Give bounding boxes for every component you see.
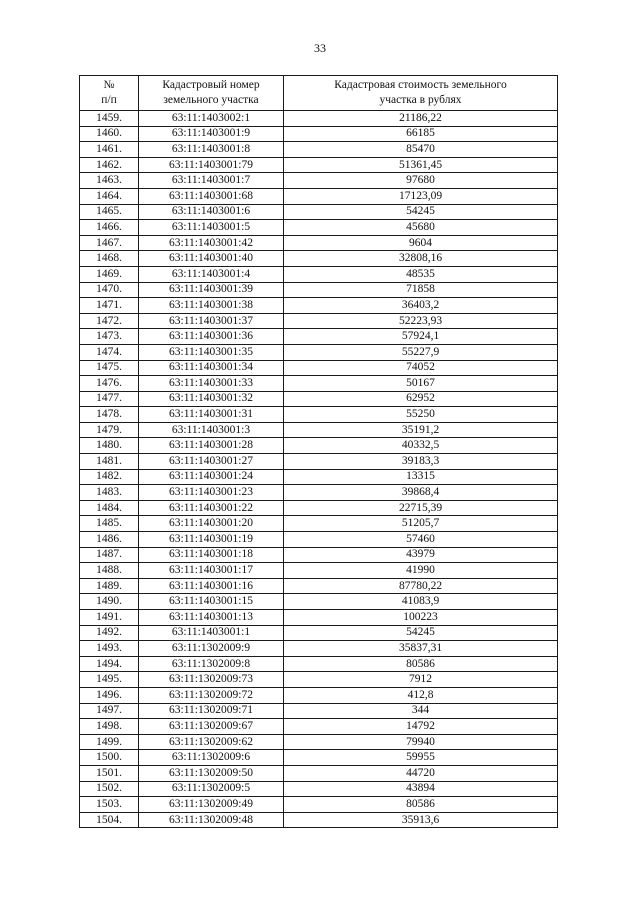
table-row xyxy=(80,235,558,251)
cadastral-id-cell: 63:11:1302009:8 xyxy=(139,656,284,672)
cadastral-id-cell: 63:11:1302009:67 xyxy=(139,719,284,735)
row-number-cell: 1478. xyxy=(80,407,139,423)
row-number-cell: 1501. xyxy=(80,765,139,781)
cadastral-id-cell: 63:11:1403001:35 xyxy=(139,344,284,360)
row-number-cell: 1495. xyxy=(80,672,139,688)
cadastral-cost-cell: 54245 xyxy=(284,625,558,641)
table-row xyxy=(80,610,558,626)
cadastral-cost-cell: 57460 xyxy=(284,532,558,548)
cadastral-cost-cell: 74052 xyxy=(284,360,558,376)
cadastral-cost-cell: 44720 xyxy=(284,765,558,781)
cadastral-cost-cell: 7912 xyxy=(284,672,558,688)
table-row xyxy=(80,656,558,672)
table-header xyxy=(80,76,558,111)
cadastral-id-cell: 63:11:1403001:28 xyxy=(139,438,284,454)
cadastral-id-cell: 63:11:1403001:34 xyxy=(139,360,284,376)
cadastral-id-cell: 63:11:1302009:49 xyxy=(139,797,284,813)
cadastral-id-cell: 63:11:1403001:15 xyxy=(139,594,284,610)
cadastral-id-cell: 63:11:1403001:24 xyxy=(139,469,284,485)
row-number-cell: 1462. xyxy=(80,157,139,173)
cadastral-cost-cell: 55250 xyxy=(284,407,558,423)
row-number-cell: 1464. xyxy=(80,188,139,204)
cadastral-cost-cell: 36403,2 xyxy=(284,298,558,314)
table-row xyxy=(80,376,558,392)
table-row xyxy=(80,142,558,158)
table-row xyxy=(80,563,558,579)
table-row xyxy=(80,126,558,142)
row-number-cell: 1497. xyxy=(80,703,139,719)
table-row xyxy=(80,220,558,236)
cadastral-cost-cell: 22715,39 xyxy=(284,500,558,516)
table-row xyxy=(80,485,558,501)
cadastral-cost-cell: 32808,16 xyxy=(284,251,558,267)
cadastral-cost-cell: 45680 xyxy=(284,220,558,236)
cadastral-cost-cell: 9604 xyxy=(284,235,558,251)
cadastral-cost-cell: 62952 xyxy=(284,391,558,407)
row-number-cell: 1498. xyxy=(80,719,139,735)
cadastral-cost-cell: 344 xyxy=(284,703,558,719)
cadastral-id-cell: 63:11:1403001:9 xyxy=(139,126,284,142)
table-row xyxy=(80,734,558,750)
row-number-cell: 1491. xyxy=(80,610,139,626)
table-row xyxy=(80,266,558,282)
table-row xyxy=(80,391,558,407)
cadastral-id-cell: 63:11:1302009:48 xyxy=(139,812,284,828)
table-row xyxy=(80,157,558,173)
row-number-cell: 1480. xyxy=(80,438,139,454)
cadastral-id-cell: 63:11:1403001:79 xyxy=(139,157,284,173)
table-row xyxy=(80,797,558,813)
table-row xyxy=(80,329,558,345)
cadastral-id-cell: 63:11:1403001:5 xyxy=(139,220,284,236)
cadastral-cost-cell: 54245 xyxy=(284,204,558,220)
cadastral-cost-cell: 87780,22 xyxy=(284,578,558,594)
cadastral-id-cell: 63:11:1403001:33 xyxy=(139,376,284,392)
header-cadastral-cost-line1: Кадастровая стоимость земельного xyxy=(334,79,507,91)
cadastral-cost-cell: 39183,3 xyxy=(284,454,558,470)
row-number-cell: 1474. xyxy=(80,344,139,360)
cadastral-id-cell: 63:11:1403001:37 xyxy=(139,313,284,329)
table-row xyxy=(80,672,558,688)
cadastre-table xyxy=(79,75,558,828)
header-number xyxy=(80,76,139,111)
row-number-cell: 1494. xyxy=(80,656,139,672)
header-number-line1: № xyxy=(103,79,115,91)
table-row xyxy=(80,469,558,485)
table-row xyxy=(80,438,558,454)
row-number-cell: 1490. xyxy=(80,594,139,610)
row-number-cell: 1469. xyxy=(80,266,139,282)
table-row xyxy=(80,360,558,376)
cadastral-id-cell: 63:11:1403001:6 xyxy=(139,204,284,220)
header-cadastral-cost-line2: участка в рублях xyxy=(379,94,462,106)
cadastral-id-cell: 63:11:1403001:32 xyxy=(139,391,284,407)
cadastral-id-cell: 63:11:1403001:27 xyxy=(139,454,284,470)
page-number: 33 xyxy=(314,41,326,55)
cadastral-id-cell: 63:11:1302009:6 xyxy=(139,750,284,766)
cadastral-id-cell: 63:11:1302009:72 xyxy=(139,687,284,703)
cadastral-id-cell: 63:11:1403001:39 xyxy=(139,282,284,298)
row-number-cell: 1459. xyxy=(80,111,139,127)
cadastral-id-cell: 63:11:1403001:7 xyxy=(139,173,284,189)
cadastral-cost-cell: 35837,31 xyxy=(284,641,558,657)
cadastral-id-cell: 63:11:1302009:9 xyxy=(139,641,284,657)
cadastral-id-cell: 63:11:1403001:20 xyxy=(139,516,284,532)
table-row xyxy=(80,703,558,719)
row-number-cell: 1483. xyxy=(80,485,139,501)
cadastral-id-cell: 63:11:1302009:50 xyxy=(139,765,284,781)
row-number-cell: 1475. xyxy=(80,360,139,376)
header-cadastral-id-line1: Кадастровый номер xyxy=(162,79,260,91)
row-number-cell: 1477. xyxy=(80,391,139,407)
table-row xyxy=(80,422,558,438)
cadastral-cost-cell: 48535 xyxy=(284,266,558,282)
table-row xyxy=(80,344,558,360)
cadastral-cost-cell: 80586 xyxy=(284,797,558,813)
header-cadastral-id xyxy=(139,76,284,111)
row-number-cell: 1472. xyxy=(80,313,139,329)
cadastral-id-cell: 63:11:1403001:19 xyxy=(139,532,284,548)
cadastral-cost-cell: 43979 xyxy=(284,547,558,563)
table-row xyxy=(80,765,558,781)
table-row xyxy=(80,812,558,828)
cadastral-cost-cell: 59955 xyxy=(284,750,558,766)
cadastral-id-cell: 63:11:1403001:8 xyxy=(139,142,284,158)
cadastral-id-cell: 63:11:1403001:31 xyxy=(139,407,284,423)
cadastral-cost-cell: 35191,2 xyxy=(284,422,558,438)
row-number-cell: 1504. xyxy=(80,812,139,828)
cadastral-id-cell: 63:11:1403001:38 xyxy=(139,298,284,314)
cadastral-id-cell: 63:11:1403002:1 xyxy=(139,111,284,127)
cadastral-cost-cell: 41990 xyxy=(284,563,558,579)
cadastral-id-cell: 63:11:1403001:4 xyxy=(139,266,284,282)
table-row xyxy=(80,781,558,797)
table-row xyxy=(80,750,558,766)
table-row xyxy=(80,173,558,189)
table-row xyxy=(80,188,558,204)
table-row xyxy=(80,641,558,657)
cadastral-id-cell: 63:11:1403001:17 xyxy=(139,563,284,579)
cadastral-cost-cell: 71858 xyxy=(284,282,558,298)
cadastral-id-cell: 63:11:1302009:5 xyxy=(139,781,284,797)
cadastral-id-cell: 63:11:1403001:42 xyxy=(139,235,284,251)
cadastral-cost-cell: 97680 xyxy=(284,173,558,189)
row-number-cell: 1499. xyxy=(80,734,139,750)
cadastral-cost-cell: 50167 xyxy=(284,376,558,392)
header-cadastral-id-line2: земельного участка xyxy=(163,94,259,106)
cadastral-cost-cell: 57924,1 xyxy=(284,329,558,345)
cadastral-id-cell: 63:11:1403001:36 xyxy=(139,329,284,345)
cadastral-cost-cell: 66185 xyxy=(284,126,558,142)
cadastral-id-cell: 63:11:1302009:62 xyxy=(139,734,284,750)
cadastral-cost-cell: 51205,7 xyxy=(284,516,558,532)
cadastral-cost-cell: 21186,22 xyxy=(284,111,558,127)
row-number-cell: 1460. xyxy=(80,126,139,142)
row-number-cell: 1487. xyxy=(80,547,139,563)
table-row xyxy=(80,719,558,735)
table-row xyxy=(80,111,558,127)
table-row xyxy=(80,204,558,220)
row-number-cell: 1482. xyxy=(80,469,139,485)
table-row xyxy=(80,578,558,594)
row-number-cell: 1481. xyxy=(80,454,139,470)
cadastral-id-cell: 63:11:1403001:22 xyxy=(139,500,284,516)
table-row xyxy=(80,687,558,703)
cadastral-cost-cell: 100223 xyxy=(284,610,558,626)
cadastral-id-cell: 63:11:1403001:13 xyxy=(139,610,284,626)
row-number-cell: 1492. xyxy=(80,625,139,641)
table-row xyxy=(80,298,558,314)
row-number-cell: 1467. xyxy=(80,235,139,251)
row-number-cell: 1500. xyxy=(80,750,139,766)
row-number-cell: 1471. xyxy=(80,298,139,314)
cadastral-cost-cell: 79940 xyxy=(284,734,558,750)
row-number-cell: 1493. xyxy=(80,641,139,657)
table-row xyxy=(80,313,558,329)
row-number-cell: 1476. xyxy=(80,376,139,392)
table-row xyxy=(80,594,558,610)
cadastral-id-cell: 63:11:1302009:73 xyxy=(139,672,284,688)
row-number-cell: 1470. xyxy=(80,282,139,298)
table-row xyxy=(80,516,558,532)
row-number-cell: 1488. xyxy=(80,563,139,579)
row-number-cell: 1463. xyxy=(80,173,139,189)
table-row xyxy=(80,625,558,641)
table-row xyxy=(80,532,558,548)
row-number-cell: 1503. xyxy=(80,797,139,813)
row-number-cell: 1479. xyxy=(80,422,139,438)
cadastral-id-cell: 63:11:1403001:18 xyxy=(139,547,284,563)
table-row xyxy=(80,251,558,267)
row-number-cell: 1484. xyxy=(80,500,139,516)
cadastral-cost-cell: 52223,93 xyxy=(284,313,558,329)
cadastral-cost-cell: 85470 xyxy=(284,142,558,158)
cadastral-id-cell: 63:11:1302009:71 xyxy=(139,703,284,719)
cadastral-cost-cell: 14792 xyxy=(284,719,558,735)
row-number-cell: 1496. xyxy=(80,687,139,703)
cadastral-cost-cell: 39868,4 xyxy=(284,485,558,501)
cadastral-id-cell: 63:11:1403001:40 xyxy=(139,251,284,267)
row-number-cell: 1502. xyxy=(80,781,139,797)
cadastral-id-cell: 63:11:1403001:68 xyxy=(139,188,284,204)
table-row xyxy=(80,282,558,298)
cadastral-cost-cell: 13315 xyxy=(284,469,558,485)
cadastral-cost-cell: 80586 xyxy=(284,656,558,672)
cadastral-cost-cell: 43894 xyxy=(284,781,558,797)
header-cadastral-cost xyxy=(284,76,558,111)
cadastral-id-cell: 63:11:1403001:1 xyxy=(139,625,284,641)
cadastral-cost-cell: 412,8 xyxy=(284,687,558,703)
table-row xyxy=(80,500,558,516)
table-row xyxy=(80,454,558,470)
table-row xyxy=(80,407,558,423)
cadastral-id-cell: 63:11:1403001:3 xyxy=(139,422,284,438)
row-number-cell: 1486. xyxy=(80,532,139,548)
header-number-line2: п/п xyxy=(101,94,117,106)
cadastral-cost-cell: 40332,5 xyxy=(284,438,558,454)
cadastral-cost-cell: 55227,9 xyxy=(284,344,558,360)
table-body xyxy=(80,111,558,828)
header-row xyxy=(80,76,558,111)
cadastral-cost-cell: 17123,09 xyxy=(284,188,558,204)
row-number-cell: 1466. xyxy=(80,220,139,236)
table-row xyxy=(80,547,558,563)
cadastral-cost-cell: 51361,45 xyxy=(284,157,558,173)
row-number-cell: 1485. xyxy=(80,516,139,532)
cadastral-cost-cell: 41083,9 xyxy=(284,594,558,610)
row-number-cell: 1465. xyxy=(80,204,139,220)
row-number-cell: 1489. xyxy=(80,578,139,594)
row-number-cell: 1473. xyxy=(80,329,139,345)
cadastral-id-cell: 63:11:1403001:16 xyxy=(139,578,284,594)
cadastral-cost-cell: 35913,6 xyxy=(284,812,558,828)
row-number-cell: 1468. xyxy=(80,251,139,267)
row-number-cell: 1461. xyxy=(80,142,139,158)
cadastral-id-cell: 63:11:1403001:23 xyxy=(139,485,284,501)
